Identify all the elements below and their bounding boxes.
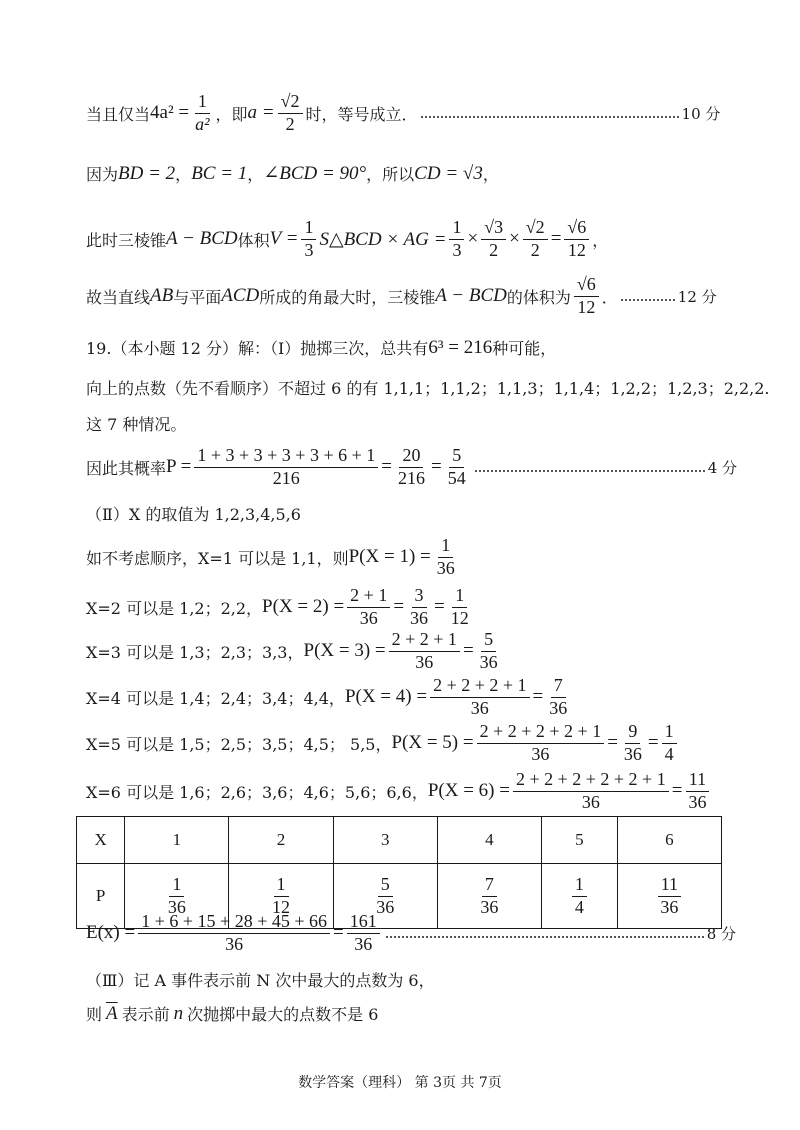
math: E(x) = <box>86 922 136 944</box>
math: BD = 2 <box>118 162 176 184</box>
solution-line-12 <box>86 630 504 673</box>
math: BC = 1 <box>191 162 248 184</box>
table-cell: 2 <box>229 817 333 864</box>
text: 此时三棱锥 <box>86 230 167 250</box>
operator: = <box>434 596 445 618</box>
fraction: $\frac{5}{36}$ <box>479 629 498 672</box>
fraction: $\frac{20}{216}$ <box>397 445 425 488</box>
text: 这 7 种情况。 <box>86 415 187 434</box>
fraction: $\frac{9}{36}$ <box>623 721 642 764</box>
math: P(X = 3) = <box>303 640 386 662</box>
leader-dots <box>621 291 675 301</box>
math: ∠BCD = 90° <box>263 163 367 184</box>
table-cell: 5 <box>541 817 617 864</box>
table-cell: $\frac{1}{12}$ <box>229 864 333 929</box>
math: $\overline{A}$ <box>106 1002 118 1024</box>
fraction: $\frac{2 + 2 + 2 + 2 + 1}{36}$ <box>477 722 605 765</box>
fraction: $\frac{1}{36}$ <box>436 535 455 578</box>
math: 6³ = 216 <box>428 336 493 358</box>
fraction: $\frac{11}{36}$ <box>685 770 709 813</box>
fraction: $\frac{√6}{12}$ <box>574 275 599 318</box>
table-cell: 4 <box>437 817 541 864</box>
solution-line-9 <box>86 502 301 525</box>
math: AB <box>150 285 174 307</box>
math: ACD <box>221 285 260 307</box>
text: X=2 可以是 1,2；2,2， <box>86 598 263 618</box>
fraction: $\frac{√3}{2}$ <box>481 218 506 261</box>
solution-line-14 <box>86 722 680 765</box>
operator: = <box>607 732 618 754</box>
table-header-p: P <box>77 864 125 929</box>
leader-dots <box>386 928 704 938</box>
fraction: $\frac{2 + 2 + 1}{36}$ <box>389 630 460 673</box>
math: S△BCD × AG = <box>319 228 447 250</box>
fraction: $\frac{1}{3}$ <box>449 218 464 261</box>
text: X=6 可以是 1,6；2,6；3,6；4,6；5,6；6,6， <box>86 782 428 802</box>
fraction: $\frac{2 + 2 + 2 + 2 + 2 + 1}{36}$ <box>513 770 669 813</box>
fraction: $\frac{1 + 3 + 3 + 3 + 3 + 6 + 1}{216}$ <box>194 446 378 489</box>
leader-dots <box>475 462 705 472</box>
solution-line-11 <box>86 586 475 629</box>
equation: 4a² = <box>150 102 190 124</box>
solution-line-13 <box>86 676 573 719</box>
text: 次抛掷中最大的点数不是 6 <box>187 1005 379 1024</box>
fraction: $\frac{3}{36}$ <box>410 585 429 628</box>
fraction: $\frac{5}{54}$ <box>447 445 466 488</box>
fraction: $\frac{7}{36}$ <box>549 675 568 718</box>
operator: × <box>467 228 479 250</box>
solution-line-3 <box>86 218 608 261</box>
fraction: $\frac{1}{\text{a²}}$ <box>195 91 210 134</box>
text: ， <box>592 230 609 250</box>
text: 则 <box>86 1005 103 1024</box>
solution-line-15 <box>86 770 712 813</box>
operator: = <box>381 456 392 478</box>
table-header-x: X <box>77 817 125 864</box>
equation: a = <box>247 102 275 124</box>
solution-line-7 <box>86 412 186 435</box>
score-mark: 8 分 <box>706 924 737 943</box>
text: 表示前 <box>121 1005 170 1024</box>
table-row <box>77 817 722 864</box>
solution-line-6 <box>86 376 770 399</box>
table-cell: 3 <box>333 817 437 864</box>
math: P(X = 5) = <box>391 732 474 754</box>
table-cell: 6 <box>617 817 721 864</box>
text: X=3 可以是 1,3；2,3；3,3， <box>86 642 304 662</box>
table-cell: $\frac{5}{36}$ <box>333 864 437 929</box>
math: P(X = 2) = <box>262 596 345 618</box>
operator: = <box>393 596 405 618</box>
fraction: $\frac{√2}{2}$ <box>278 92 303 135</box>
math: A − BCD <box>435 285 507 307</box>
solution-line-5 <box>86 336 556 359</box>
text: 故当直线 <box>86 287 151 307</box>
text: ，即 <box>215 104 248 124</box>
fraction: $\frac{1 + 6 + 15 + 28 + 45 + 66}{36}$ <box>138 912 330 955</box>
operator: = <box>333 922 344 944</box>
operator: = <box>647 732 659 754</box>
math: P(X = 4) = <box>344 686 428 708</box>
solution-line-8 <box>86 446 737 489</box>
fraction: $\frac{√6}{12}$ <box>564 218 589 261</box>
fraction: $\frac{2 + 2 + 2 + 1}{36}$ <box>430 676 529 719</box>
text: X=4 可以是 1,4；2,4；3,4；4,4， <box>86 688 345 708</box>
score-mark: 4 分 <box>707 458 738 477</box>
table-cell: $\frac{1}{4}$ <box>541 864 617 929</box>
fraction: $\frac{1}{3}$ <box>301 218 316 261</box>
text: 与平面 <box>173 287 222 307</box>
math: P(X = 1) = <box>348 546 431 568</box>
solution-line-16 <box>86 912 736 955</box>
text: 19.（本小题 12 分）解：（Ⅰ）抛掷三次，总共有 <box>86 339 429 358</box>
table-cell: $\frac{11}{36}$ <box>617 864 721 929</box>
operator: = <box>430 456 442 478</box>
text: 当且仅当 <box>86 104 151 124</box>
text: ， <box>247 165 264 184</box>
solution-line-17 <box>86 968 435 991</box>
solution-line-2 <box>86 162 499 185</box>
math: P = <box>166 456 192 478</box>
text: （Ⅱ）X 的取值为 1,2,3,4,5,6 <box>86 505 301 524</box>
fraction: $\frac{161}{36}$ <box>347 912 380 955</box>
text: X=5 可以是 1,5；2,5；3,5；4,5； 5,5， <box>86 734 392 754</box>
math: CD = √3 <box>414 162 483 184</box>
math: V = <box>269 228 299 250</box>
operator: = <box>671 780 683 802</box>
text: 向上的点数（先不看顺序）不超过 6 的有 1,1,1；1,1,2；1,1,3；1,1,4；1,2,2；1,2,3；2,2,2. <box>86 379 770 398</box>
fraction: $\frac{1}{12}$ <box>450 585 469 628</box>
score-mark: 12 分 <box>677 287 717 306</box>
solution-line-10 <box>86 536 461 579</box>
operator: × <box>509 228 520 250</box>
leader-dots <box>421 108 679 118</box>
page-footer: 数学答案（理科） 第 3页 共 7页 <box>298 1075 502 1091</box>
text: 种可能， <box>492 339 557 358</box>
text: ． <box>601 287 618 307</box>
text: 时，等号成立． <box>305 104 418 124</box>
solution-line-18 <box>86 1002 378 1025</box>
table-cell: $\frac{7}{36}$ <box>437 864 541 929</box>
math: A − BCD <box>166 228 238 250</box>
text: 所成的角最大时，三棱锥 <box>259 287 436 307</box>
operator: = <box>550 228 562 250</box>
operator: = <box>532 686 544 708</box>
text: （Ⅲ）记 A 事件表示前 N 次中最大的点数为 6， <box>86 971 435 990</box>
text: 的体积为 <box>506 287 571 307</box>
operator: = <box>462 640 474 662</box>
text: ， <box>482 165 499 184</box>
math: n <box>173 1002 184 1024</box>
text: ， <box>175 165 192 184</box>
solution-line-1 <box>86 92 720 135</box>
score-mark: 10 分 <box>681 104 721 123</box>
text: 因为 <box>86 165 119 184</box>
text: 体积 <box>237 230 270 250</box>
solution-line-4 <box>86 275 717 318</box>
table-cell: $\frac{1}{36}$ <box>125 864 229 929</box>
table-cell: 1 <box>125 817 229 864</box>
text: ，所以 <box>366 165 415 184</box>
math: P(X = 6) = <box>427 780 510 802</box>
fraction: $\frac{2 + 1}{36}$ <box>347 586 390 629</box>
text: 因此其概率 <box>86 458 167 478</box>
text: 如不考虑顺序，X=1 可以是 1,1，则 <box>86 548 349 568</box>
fraction: $\frac{√2}{2}$ <box>523 218 548 261</box>
fraction: $\frac{1}{4}$ <box>662 722 677 765</box>
